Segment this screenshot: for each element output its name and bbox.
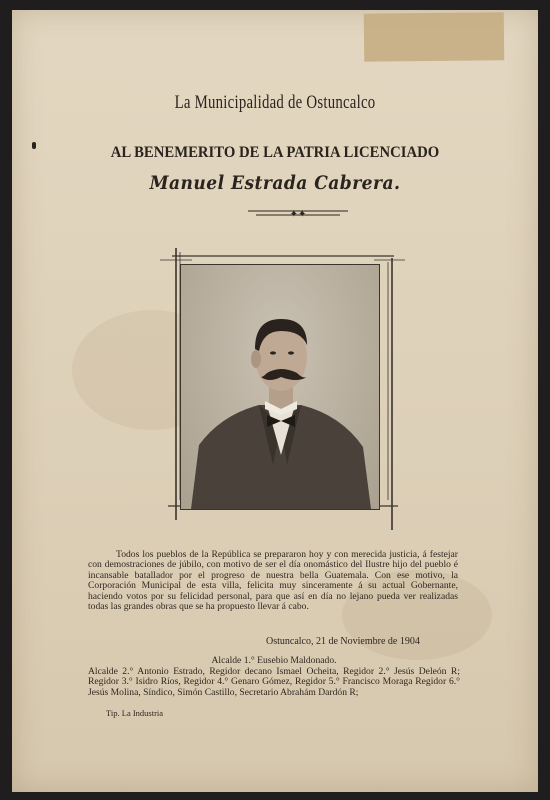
gentleman-portrait-icon — [181, 265, 379, 509]
printer-credit: Tip. La Industria — [106, 708, 164, 718]
honoree-name: Manuel Estrada Cabrera. — [149, 172, 401, 194]
proclamation-text: Todos los pueblos de la República se prepararon hoy y con merecida justicia, á festejar con demostraciones de júbilo, con motivo de ser el día onomástico del Ilustre hijo del pueblo é incansable batallador por el progreso de nuestra bella Guatemala. Con ese motivo, la Corporación Municipal de esta villa, felicita muy sinceramente á su actual Gobernante, haciendo votos por su felicidad personal, para que así en día no lejano pueda ver realizadas todas las grandes obras que se ha propuesto llevar á cabo. — [88, 549, 458, 613]
svg-text:✦✦: ✦✦ — [289, 209, 307, 220]
signatory-council: Alcalde 2.° Antonio Estrado, Regidor decano Ismael Ocheita, Regidor 2.° Jesús Deleón R; Regidor 3.° Isidro Ríos, Regidor 4.° Genaro Gómez, Regidor 5.° Francisco Moraga Regidor 6.° Jesús Molina, Síndico, Simón Castillo, Secretario Abrahám Dardón R; — [88, 665, 460, 698]
dedication-heading: AL BENEMERITO DE LA PATRIA LICENCIADO — [110, 144, 440, 161]
ornament-divider-icon — [248, 206, 348, 220]
poster-sheet — [12, 10, 538, 792]
signatories-block — [88, 656, 460, 698]
signatory-mayor: Alcalde 1.° Eusebio Maldonado. — [211, 655, 337, 666]
portrait-photo — [180, 264, 380, 510]
place-date: Ostuncalco, 21 de Noviembre de 1904 — [266, 636, 420, 647]
municipality-title: La Municipalidad de Ostuncalco — [174, 92, 376, 113]
tape-strip — [364, 12, 504, 61]
